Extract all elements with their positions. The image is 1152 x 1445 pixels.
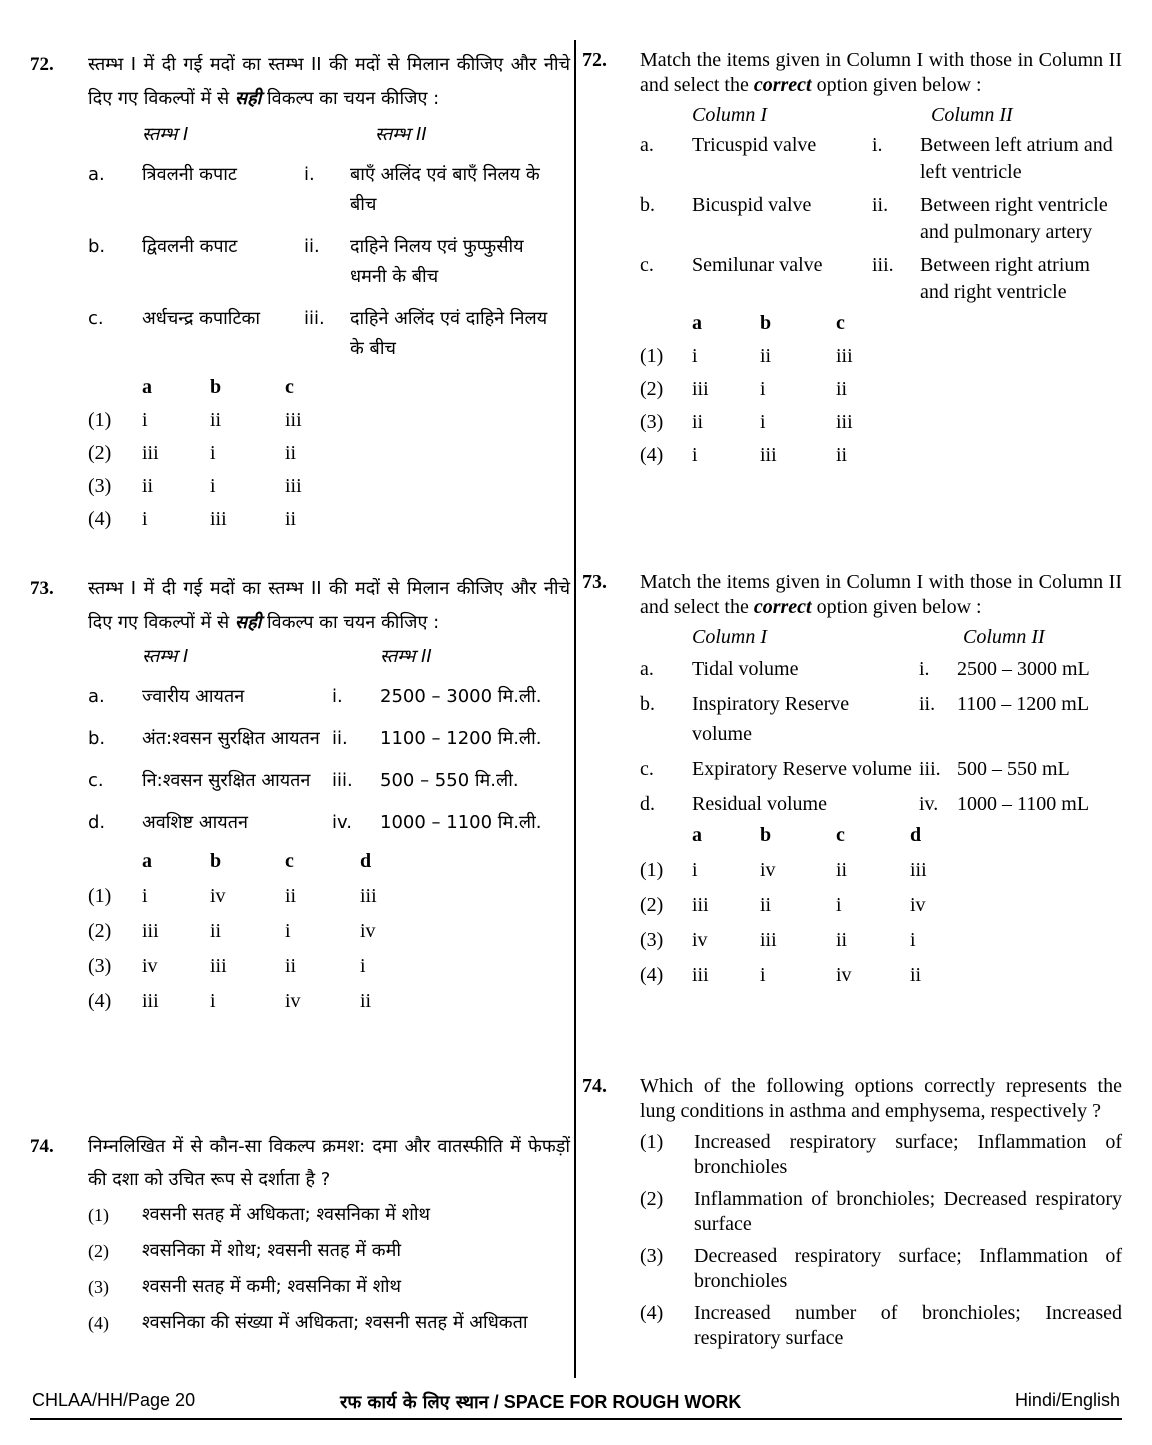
answer-cell: iv	[285, 990, 301, 1012]
answer-header-cell: c	[285, 376, 294, 398]
answer-header-cell: b	[760, 312, 772, 334]
column-i-item: नि:श्वसन सुरक्षित आयतन	[142, 770, 311, 791]
row-key: d.	[88, 812, 106, 833]
row-key: a.	[640, 134, 654, 156]
column-i-item: अर्धचन्द्र कपाटिका	[142, 308, 261, 329]
answer-option-number: (2)	[640, 378, 664, 400]
row-numeral: iv.	[919, 793, 939, 815]
question-stem: Match the items given in Column I with those in Column II and select the	[640, 49, 1122, 96]
answer-cell: ii	[836, 929, 848, 951]
answer-cell: iv	[910, 894, 926, 916]
column-i-item: ज्वारीय आयतन	[142, 686, 245, 707]
match-row	[582, 689, 1122, 749]
row-key: c.	[640, 758, 654, 780]
answer-header-cell: a	[142, 376, 152, 398]
answer-cell: i	[142, 508, 148, 530]
answer-option	[30, 1272, 570, 1302]
match-row	[30, 682, 570, 712]
question-74-english	[582, 1074, 1122, 1358]
answer-option-number: (3)	[640, 1245, 664, 1267]
answer-cell: ii	[285, 885, 297, 907]
column-ii-item: 2500 – 3000 मि.ली.	[380, 686, 542, 707]
answer-cell: iii	[760, 929, 777, 951]
answer-cell: ii	[910, 964, 922, 986]
answer-option-number: (1)	[640, 345, 664, 367]
answer-header-cell: c	[836, 824, 845, 846]
answer-row	[582, 378, 1122, 411]
answer-option-number: (3)	[88, 475, 112, 497]
answer-cell: ii	[760, 894, 772, 916]
row-key: b.	[640, 194, 655, 216]
question-73-english	[582, 570, 1122, 999]
row-key: a.	[88, 686, 105, 707]
question-stem-emphasis: सही	[234, 88, 262, 109]
answer-option-number: (1)	[640, 859, 664, 881]
answer-option-number: (2)	[88, 442, 112, 464]
answer-option-number: (4)	[88, 508, 112, 530]
answer-option	[30, 1308, 570, 1338]
answer-row	[582, 444, 1122, 477]
question-stem-emphasis: सही	[234, 612, 262, 633]
question-stem: option given below :	[811, 74, 982, 96]
answer-option-text: श्वसनिका में शोथ; श्वसनी सतह में कमी	[142, 1240, 402, 1261]
row-numeral: iii.	[304, 308, 325, 329]
footer-separator: /	[488, 1392, 504, 1412]
answer-cell: ii	[210, 409, 222, 431]
column-i-item: द्विवलनी कपाट	[142, 236, 238, 257]
answer-option-text: Increased number of bronchioles; Increased respiratory surface	[694, 1302, 1122, 1349]
column-ii-item: Between right ventricle and pulmonary artery	[920, 194, 1108, 243]
answer-header-cell: a	[692, 312, 702, 334]
answer-option-number: (4)	[88, 990, 112, 1012]
footer-page-code: CHLAA/HH/Page 20	[32, 1390, 196, 1410]
question-number: 74.	[582, 1075, 607, 1097]
match-row	[30, 304, 570, 364]
answer-cell: i	[692, 444, 698, 466]
column-ii-heading: स्तम्भ II	[375, 124, 427, 145]
answer-option-text: Inflammation of bronchioles; Decreased respiratory surface	[694, 1188, 1122, 1235]
footer-rough-work-english: SPACE FOR ROUGH WORK	[503, 1392, 742, 1412]
column-ii-item: दाहिने निलय एवं फुप्फुसीय धमनी के बीच	[350, 236, 524, 287]
answer-option-number: (2)	[640, 1188, 664, 1210]
column-ii-item: 1100 – 1200 mL	[957, 693, 1090, 715]
answer-cell: iii	[692, 894, 709, 916]
answer-option	[582, 1187, 1122, 1237]
row-key: c.	[640, 254, 654, 276]
answer-header-cell: b	[210, 850, 222, 872]
answer-row	[582, 345, 1122, 378]
answer-cell: iv	[142, 955, 158, 977]
answer-option-number: (4)	[640, 964, 664, 986]
answer-cell: i	[142, 885, 148, 907]
question-73-hindi	[30, 572, 570, 1025]
question-stem: स्तम्भ I में दी गई मदों का स्तम्भ II की मदों से मिलान कीजिए और नीचे दिए गए विकल्पों में से	[88, 578, 570, 633]
answer-option-number: (1)	[88, 1205, 109, 1225]
answer-row	[582, 859, 1122, 894]
answer-cell: ii	[285, 955, 297, 977]
column-i-item: त्रिवलनी कपाट	[142, 164, 237, 185]
answer-option	[30, 1200, 570, 1230]
answer-cell: iii	[692, 964, 709, 986]
column-ii-item: 500 – 550 mL	[957, 758, 1070, 780]
answer-cell: iii	[285, 475, 302, 497]
answer-cell: ii	[836, 444, 848, 466]
question-number: 73.	[30, 578, 54, 599]
question-stem: विकल्प का चयन कीजिए :	[261, 88, 440, 109]
column-i-item: अवशिष्ट आयतन	[142, 812, 248, 833]
answer-row	[30, 475, 570, 508]
question-stem: Match the items given in Column I with those in Column II and select the	[640, 571, 1122, 618]
hindi-column	[30, 40, 570, 1380]
answer-cell: i	[760, 964, 766, 986]
row-numeral: i.	[919, 658, 930, 680]
column-i-item: Expiratory Reserve volume	[692, 758, 912, 780]
answer-header-cell: d	[360, 850, 372, 872]
column-i-item: Tidal volume	[692, 658, 799, 680]
answer-options	[30, 1200, 570, 1338]
match-row	[30, 724, 570, 754]
match-rows	[582, 654, 1122, 819]
answer-header-cell: d	[910, 824, 922, 846]
answer-row	[30, 885, 570, 920]
match-row	[582, 754, 1122, 784]
answer-options	[582, 312, 1122, 477]
answer-cell: iii	[360, 885, 377, 907]
row-key: d.	[640, 793, 655, 815]
answer-row	[582, 411, 1122, 444]
question-74-hindi	[30, 1130, 570, 1344]
answer-cell: iii	[142, 920, 159, 942]
column-i-item: Semilunar valve	[692, 254, 823, 276]
match-row	[582, 252, 1122, 306]
answer-option-number: (4)	[640, 1302, 664, 1324]
column-i-heading: स्तम्भ I	[142, 124, 189, 145]
answer-options	[582, 824, 1122, 999]
answer-option-number: (3)	[88, 1277, 109, 1297]
answer-cell: ii	[285, 442, 297, 464]
column-ii-item: Between right atrium and right ventricle	[920, 254, 1090, 303]
answer-cell: iii	[142, 990, 159, 1012]
answer-cell: i	[760, 411, 766, 433]
question-72-english	[582, 48, 1122, 477]
row-numeral: ii.	[332, 728, 348, 749]
question-72-hindi	[30, 48, 570, 541]
answer-option-number: (2)	[88, 920, 112, 942]
answer-header-cell: b	[210, 376, 222, 398]
answer-header-cell: c	[285, 850, 294, 872]
match-rows	[30, 682, 570, 838]
match-row	[30, 232, 570, 292]
answer-options	[30, 376, 570, 541]
question-stem-emphasis: correct	[753, 596, 812, 618]
answer-option-text: श्वसनिका की संख्या में अधिकता; श्वसनी सतह में अधिकता	[142, 1312, 528, 1333]
column-i-item: Inspiratory Reserve volume	[692, 693, 850, 745]
column-i-item: Bicuspid valve	[692, 194, 812, 216]
row-key: b.	[88, 236, 106, 257]
answer-option-number: (2)	[88, 1241, 109, 1261]
match-rows	[30, 160, 570, 364]
answer-option-number: (3)	[640, 929, 664, 951]
exam-page	[30, 40, 1122, 1380]
answer-cell: ii	[836, 859, 848, 881]
answer-header-cell: b	[760, 824, 772, 846]
question-stem: स्तम्भ I में दी गई मदों का स्तम्भ II की मदों से मिलान कीजिए और नीचे दिए गए विकल्पों में से	[88, 54, 570, 109]
question-number: 72.	[30, 54, 54, 75]
match-row	[582, 192, 1122, 246]
answer-cell: i	[692, 859, 698, 881]
row-key: b.	[88, 728, 106, 749]
row-numeral: iii.	[919, 758, 941, 780]
answer-cell: ii	[285, 508, 297, 530]
match-row	[30, 766, 570, 796]
answer-option-text: श्वसनी सतह में कमी; श्वसनिका में शोथ	[142, 1276, 402, 1297]
english-column	[582, 40, 1122, 1380]
column-i-heading: Column I	[692, 626, 767, 648]
answer-option-text: Decreased respiratory surface; Inflammation of bronchioles	[694, 1245, 1122, 1292]
column-i-item: Residual volume	[692, 793, 827, 815]
answer-option-number: (2)	[640, 894, 664, 916]
row-key: c.	[88, 770, 104, 791]
column-ii-item: Between left atrium and left ventricle	[920, 134, 1113, 183]
answer-cell: iii	[760, 444, 777, 466]
answer-header-cell: a	[692, 824, 702, 846]
answer-cell: ii	[360, 990, 372, 1012]
question-number: 74.	[30, 1136, 54, 1157]
answer-cell: iii	[210, 508, 227, 530]
question-stem: option given below :	[811, 596, 982, 618]
answer-cell: iii	[285, 409, 302, 431]
column-ii-heading: Column II	[931, 104, 1013, 126]
answer-cell: iv	[210, 885, 226, 907]
match-row	[582, 654, 1122, 684]
match-row	[582, 789, 1122, 819]
answer-cell: iii	[692, 378, 709, 400]
column-ii-item: दाहिने अलिंद एवं दाहिने निलय के बीच	[350, 308, 548, 359]
answer-option	[582, 1244, 1122, 1294]
answer-option-number: (1)	[640, 1131, 664, 1153]
answer-cell: iii	[836, 411, 853, 433]
answer-cell: i	[285, 920, 291, 942]
answer-header	[582, 312, 1122, 345]
answer-header	[30, 850, 570, 885]
row-numeral: i.	[872, 134, 883, 156]
answer-option-number: (4)	[88, 1313, 109, 1333]
answer-row	[30, 920, 570, 955]
answer-header	[30, 376, 570, 409]
row-numeral: iii.	[332, 770, 353, 791]
answer-options	[30, 850, 570, 1025]
answer-row	[30, 990, 570, 1025]
footer-language: Hindi/English	[1014, 1390, 1120, 1410]
column-ii-item: 1100 – 1200 मि.ली.	[380, 728, 542, 749]
answer-cell: i	[142, 409, 148, 431]
column-i-item: अंत:श्वसन सुरक्षित आयतन	[142, 728, 320, 749]
answer-cell: ii	[760, 345, 772, 367]
column-i-heading: Column I	[692, 104, 767, 126]
answer-cell: i	[910, 929, 916, 951]
question-stem-emphasis: correct	[753, 74, 812, 96]
answer-row	[30, 955, 570, 990]
answer-cell: i	[210, 990, 216, 1012]
answer-option-number: (4)	[640, 444, 664, 466]
answer-header-cell: a	[142, 850, 152, 872]
row-numeral: iii.	[872, 254, 894, 276]
column-i-heading: स्तम्भ I	[142, 646, 189, 667]
column-i-item: Tricuspid valve	[692, 134, 817, 156]
answer-cell: ii	[142, 475, 154, 497]
answer-cell: iii	[910, 859, 927, 881]
row-numeral: iv.	[332, 812, 352, 833]
page-footer	[0, 1390, 1152, 1414]
question-number: 72.	[582, 49, 607, 71]
answer-cell: i	[210, 475, 216, 497]
answer-row	[582, 929, 1122, 964]
row-numeral: ii.	[304, 236, 320, 257]
row-key: a.	[640, 658, 654, 680]
answer-cell: iii	[836, 345, 853, 367]
answer-option-number: (1)	[88, 409, 112, 431]
match-row	[582, 132, 1122, 186]
answer-row	[582, 964, 1122, 999]
question-number: 73.	[582, 571, 607, 593]
answer-cell: ii	[692, 411, 704, 433]
column-ii-item: 1000 – 1100 मि.ली.	[380, 812, 542, 833]
row-key: b.	[640, 693, 655, 715]
answer-option-text: श्वसनी सतह में अधिकता; श्वसनिका में शोथ	[142, 1204, 430, 1225]
answer-option	[30, 1236, 570, 1266]
answer-row	[582, 894, 1122, 929]
answer-cell: iv	[760, 859, 776, 881]
column-ii-item: 1000 – 1100 mL	[957, 793, 1090, 815]
answer-option-number: (1)	[88, 885, 112, 907]
answer-cell: ii	[836, 378, 848, 400]
answer-cell: iv	[360, 920, 376, 942]
column-ii-heading: स्तम्भ II	[380, 646, 432, 667]
question-stem: विकल्प का चयन कीजिए :	[261, 612, 440, 633]
answer-header-cell: c	[836, 312, 845, 334]
match-rows	[582, 132, 1122, 306]
answer-options	[582, 1130, 1122, 1351]
answer-cell: i	[360, 955, 366, 977]
answer-row	[30, 442, 570, 475]
row-key: a.	[88, 164, 105, 185]
match-row	[30, 160, 570, 220]
answer-cell: iii	[210, 955, 227, 977]
row-key: c.	[88, 308, 104, 329]
row-numeral: ii.	[919, 693, 936, 715]
match-row	[30, 808, 570, 838]
footer-rough-work-hindi: रफ कार्य के लिए स्थान	[340, 1392, 489, 1413]
answer-cell: i	[692, 345, 698, 367]
row-numeral: ii.	[872, 194, 889, 216]
column-divider	[574, 40, 576, 1378]
answer-row	[30, 409, 570, 442]
answer-option	[582, 1301, 1122, 1351]
row-numeral: i.	[332, 686, 343, 707]
answer-cell: iii	[142, 442, 159, 464]
answer-cell: iv	[836, 964, 852, 986]
answer-cell: iv	[692, 929, 708, 951]
row-numeral: i.	[304, 164, 315, 185]
question-stem: निम्नलिखित में से कौन-सा विकल्प क्रमश: दमा और वातस्फीति में फेफड़ों की दशा को उचित रूप से दर्शाता है ?	[88, 1136, 570, 1190]
answer-row	[30, 508, 570, 541]
answer-header	[582, 824, 1122, 859]
answer-option-number: (3)	[88, 955, 112, 977]
answer-option	[582, 1130, 1122, 1180]
question-stem: Which of the following options correctly represents the lung conditions in asthma and emphysema, respectively ?	[640, 1075, 1122, 1122]
column-ii-item: बाएँ अलिंद एवं बाएँ निलय के बीच	[350, 164, 540, 215]
bottom-rule	[30, 1418, 1122, 1420]
column-ii-heading: Column II	[963, 626, 1045, 648]
answer-option-text: Increased respiratory surface; Inflammation of bronchioles	[694, 1131, 1122, 1178]
answer-cell: i	[836, 894, 842, 916]
column-ii-item: 500 – 550 मि.ली.	[380, 770, 519, 791]
column-ii-item: 2500 – 3000 mL	[957, 658, 1090, 680]
answer-cell: i	[760, 378, 766, 400]
answer-cell: i	[210, 442, 216, 464]
answer-cell: ii	[210, 920, 222, 942]
answer-option-number: (3)	[640, 411, 664, 433]
